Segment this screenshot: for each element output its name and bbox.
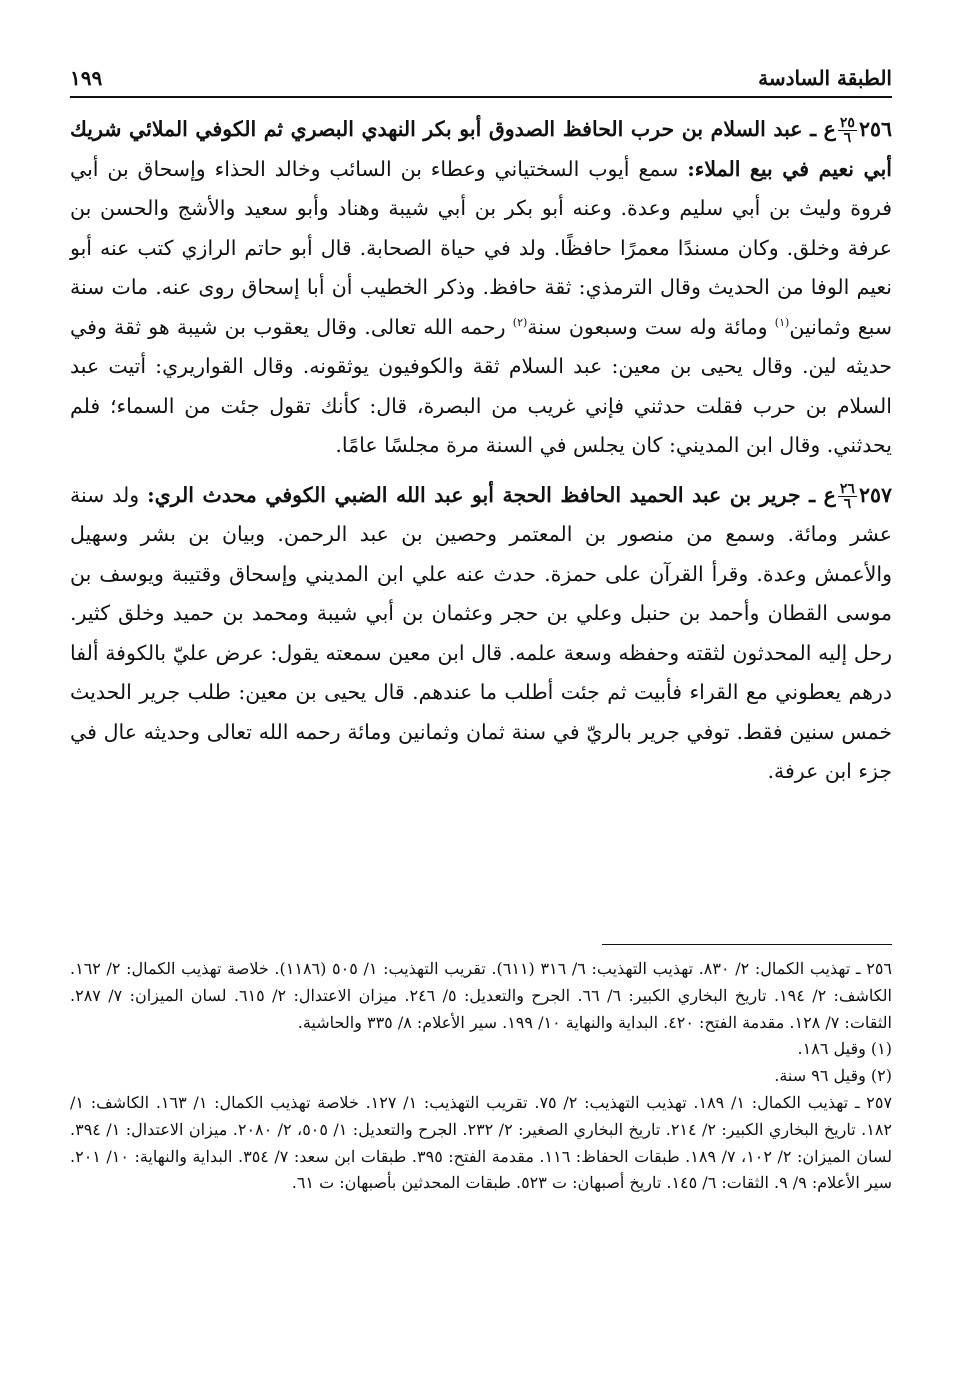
entry-text: سمع أيوب السختياني وعطاء بن السائب وخالد الحذاء وإسحاق بن أبي فروة وليث بن أبي سليم وعدة. وعنه أبو بكر بن أبي شيبة وهناد وأبو سعيد والأشج والحسن بن عرفة وخلق. وكان مسندًا معمرًا حافظًا. ولد في حياة الصحابة. قال أبو حاتم الرازي كتب عنه أبو نعيم الوفا من الحديث وقال الترمذي: ثقة حافظ. وذكر الخطيب أن أبا إسحاق روى عنه. مات سنة سبع وثمانين [70, 156, 893, 339]
fraction-top: ٢٥ [839, 115, 855, 131]
entry-number: ٢٥٦ [858, 117, 892, 141]
footnote-ref-2: (٢) [512, 315, 528, 329]
sources-257 [70, 1090, 892, 1197]
biography-entry-256 [70, 110, 892, 466]
footnotes [70, 956, 892, 1197]
footnote-1: (١) وقيل ١٨٦. [797, 1039, 892, 1059]
footnote-ref-1: (١) [774, 315, 790, 329]
fraction-top: ٢٦ [839, 480, 855, 497]
source-text: تهذيب الكمال: ٢/ ٨٣٠. تهذيب التهذيب: ٦/ ٣١٦ (٦١١). تقريب التهذيب: ١/ ٥٠٥ (١١٨٦). خلاصة تهذيب الكمال: ٢/ ١٦٢. الكاشف: ٢/ ١٩٤. تاريخ البخاري الكبير: ٦/ ٦٦. الجرح والتعديل: ٥/ ٢٤٦. ميزان الاعتدال: ٢/ ٦١٥. لسان الميزان: ٧/ ٢٨٧. الثقات: ٧/ ١٢٨. مقدمة الفتح: ٤٢٠. البداية والنهاية ١٠/ ١٩٩. سير الأعلام: ٨/ ٣٣٥ والحاشية. [70, 959, 892, 1032]
entry-heading: ع ـ جرير بن عبد الحميد الحافظ الحجة أبو عبد الله الضبي الكوفي محدث الري: [147, 482, 836, 507]
sources-256 [70, 956, 892, 1036]
source-id: ٢٥٦ ـ [855, 959, 892, 978]
source-id: ٢٥٧ ـ [854, 1092, 893, 1112]
source-text: تهذيب الكمال: ١/ ١٨٩. تهذيب التهذيب: ٢/ ٧٥. تقريب التهذيب: ١/ ١٢٧. خلاصة تهذيب الكمال: ١/ ١٦٣. الكاشف: ١/ ١٨٢. تاريخ البخاري الكبير: ٢/ ٢١٤. تاريخ البخاري الصغير: ٢/ ٢٣٢. الجرح والتعديل: ١/ ٥٠٥، ٢/ ٢٠٨٠. ميزان الاعتدال: ١/ ٣٩٤. لسان الميزان: ٢/ ١٠٢، ٧/ ١٨٩. طبقات الحفاظ: ١١٦. مقدمة الفتح: ٣٩٥. طبقات ابن سعد: ٧/ ٣٥٤. البداية والنهاية: ١٠/ ٢٠١. سير الأعلام: ٩/ ٩. الثقات: ٦/ ١٤٥. تاريخ أصبهان: ت ٥٢٣. طبقات المحدثين بأصبهان: ت ٦١. [70, 1092, 893, 1193]
main-text [70, 110, 892, 802]
entry-text: رحمه الله تعالى. وقال يعقوب بن شيبة هو ثقة وفي حديثه لين. وقال يحيى بن معين: عبد السلام ثقة والكوفيون يوثقونه. وقال القواريري: أتيت عبد السلام بن حرب فقلت حدثني فإني غريب من البصرة، قال: كأنك تقول جئت من السماء؛ فلم يحدثني. وقال ابن المديني: كان يجلس في السنة مرة مجلسًا عامًا. [70, 314, 892, 457]
fraction-bottom: ٦ [843, 130, 852, 146]
footnote-2: (٢) وقيل ٩٦ سنة. [774, 1066, 892, 1086]
entry-heading: ع ـ عبد السلام بن حرب الحافظ الصدوق أبو بكر النهدي البصري ثم الكوفي الملائي شريك أبي نعيم في بيع الملاء: [70, 117, 892, 181]
entry-text: ومائة وله ست وسبعون سنة [527, 314, 775, 339]
running-header [70, 60, 892, 98]
tabaqa-fraction [838, 116, 857, 145]
biography-entry-257 [70, 476, 892, 792]
page-number: ١٩٩ [70, 66, 103, 90]
footnote-divider [602, 944, 892, 945]
chapter-title: الطبقة السادسة [758, 66, 892, 90]
entry-text: ولد سنة عشر ومائة. وسمع من منصور بن المعتمر وحصين بن عبد الرحمن. وبيان بن بشر وسهيل والأعمش وعدة. وقرأ القرآن على حمزة. حدث عنه علي ابن المديني وإسحاق وقتيبة ويوسف بن موسى القطان وأحمد بن حنبل وعلي بن حجر وعثمان بن أبي شيبة ومحمد بن حميد وخلق كثير. رحل إليه المحدثون لثقته وحفظه وسعة علمه. قال ابن معين سمعته يقول: عرض عليّ بالكوفة ألفا درهم يعطوني مع القراء فأبيت ثم جئت أطلب ما عندهم. قال يحيى بن معين: طلب جرير الحديث خمس سنين فقط. توفي جرير بالريّ في سنة ثمان وثمانين ومائة رحمه الله تعالى وحديثه عال في جزء ابن عرفة. [70, 482, 892, 783]
fraction-bottom: ٦ [843, 495, 852, 512]
entry-number: ٢٥٧ [858, 482, 892, 507]
tabaqa-fraction [838, 482, 857, 511]
